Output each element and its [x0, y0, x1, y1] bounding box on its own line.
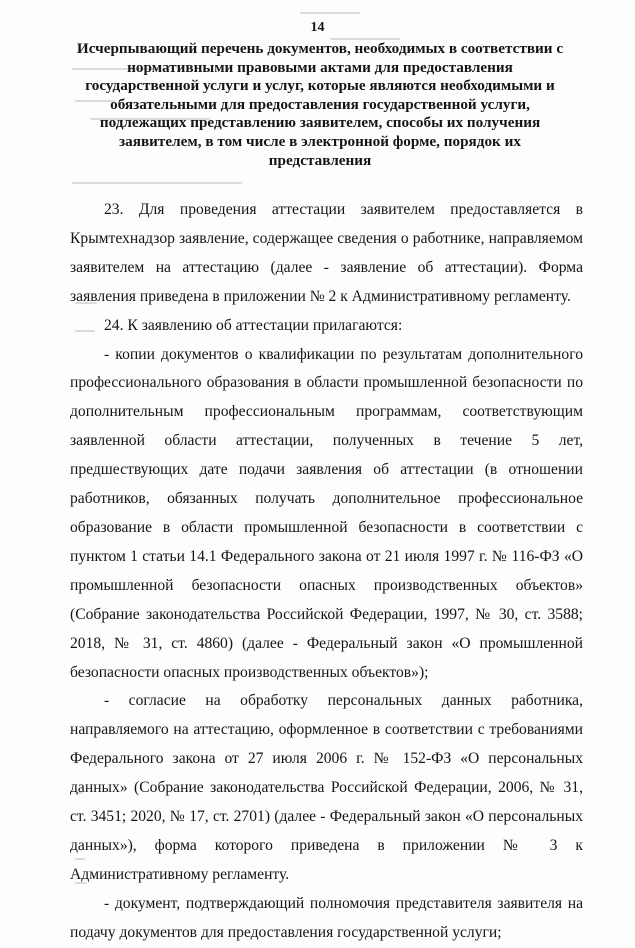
section-heading: Исчерпывающий перечень документов, необходимых в соответствии с нормативными правовыми актами для предоставления государственной услуги и услуг, которые являются необходимыми и обязательными для предоставления государственной услуги, подлежащих представлению заявителем, способы их получения заявителем, в том числе в электронной форме, порядок их представления — [76, 40, 564, 169]
document-body — [70, 196, 583, 948]
list-item-authority-document: - документ, подтверждающий полномочия представителя заявителя на подачу документов для предоставления государственной услуги; — [70, 894, 583, 941]
paragraph-23: 23. Для проведения аттестации заявителем предоставляется в Крымтехнадзор заявление, содержащее сведения о работнике, направляемом заявителем на аттестацию (далее - заявление об аттестации). Форма заявления приведена в приложении № 2 к Административному регламенту. — [70, 201, 583, 305]
list-item-qualification-copies: - копии документов о квалификации по результатам дополнительного профессионального образования в области промышленной безопасности по дополнительным профессиональным программам, соответствующим заявленной области аттестации, полученных в течение 5 лет, предшествующих дате подачи заявления об аттестации (в отношении работников, обязанных получать дополнительное профессиональное образование в области промышленной безопасности в соответствии с пунктом 1 статьи 14.1 Федерального закона от 21 июля 1997 г. № 116-ФЗ «О промышленной безопасности опасных производственных объектов» (Собрание законодательства Российской Федерации, 1997, № 30, ст. 3588; 2018, № 31, ст. 4860) (далее - Федеральный закон «О промышленной безопасности опасных производственных объектов»); — [70, 345, 583, 681]
list-item-personal-data-consent: - согласие на обработку персональных данных работника, направляемого на аттестацию, оформленное в соответствии с требованиями Федерального закона от 27 июля 2006 г. № 152-ФЗ «О персональных данных» (Собрание законодательства Российской Федерации, 2006, № 31, ст. 3451; 2020, № 17, ст. 2701) (далее - Федеральный закон «О персональных данных»), форма которого приведена в приложении № 3 к Административному регламенту. — [70, 692, 583, 883]
page-number: 14 — [310, 20, 325, 35]
paragraph-24: 24. К заявлению об аттестации прилагаются: — [104, 316, 403, 334]
